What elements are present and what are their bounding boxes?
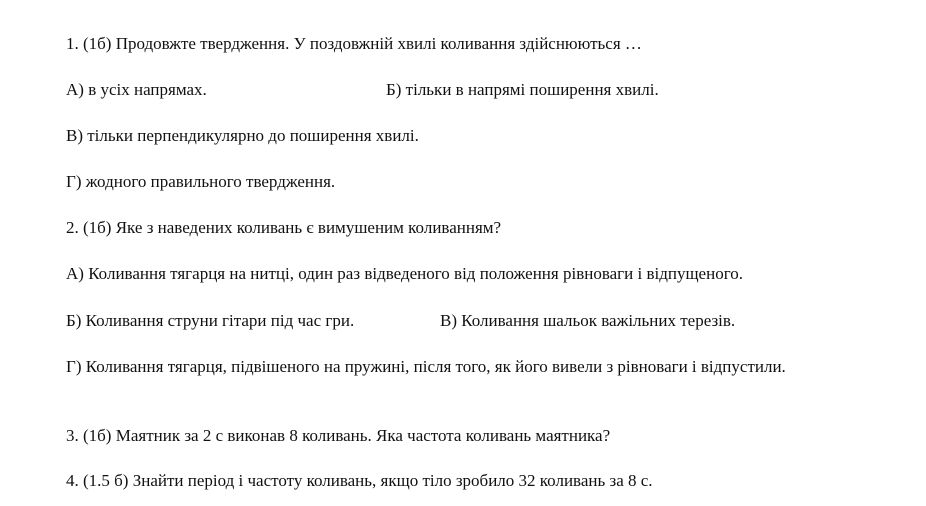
- question-2-option-c: В) Коливання шальок важільних терезів.: [440, 311, 736, 330]
- question-2-prompt: 2. (1б) Яке з наведених коливань є вимушеним коливанням?: [66, 218, 502, 237]
- question-2-option-b: Б) Коливання струни гітари під час гри.: [66, 311, 355, 330]
- question-1-option-d: Г) жодного правильного твердження.: [66, 172, 336, 191]
- question-3-prompt: 3. (1б) Маятник за 2 с виконав 8 коливань. Яка частота коливань маятника?: [66, 426, 611, 445]
- question-4-prompt: 4. (1.5 б) Знайти період і частоту коливань, якщо тіло зробило 32 коливань за 8 с.: [66, 471, 653, 490]
- question-1-option-c: В) тільки перпендикулярно до поширення хвилі.: [66, 126, 419, 145]
- question-1-option-b: Б) тільки в напрямі поширення хвилі.: [386, 80, 659, 99]
- question-1-option-a: А) в усіх напрямах.: [66, 80, 207, 99]
- question-2-option-a: А) Коливання тягарця на нитці, один раз відведеного від положення рівноваги і відпущеного.: [66, 264, 743, 283]
- question-1-prompt: 1. (1б) Продовжте твердження. У поздовжній хвилі коливання здійснюються …: [66, 34, 642, 53]
- question-2-option-d: Г) Коливання тягарця, підвішеного на пружині, після того, як його вивели з рівноваги і відпустили.: [66, 357, 786, 376]
